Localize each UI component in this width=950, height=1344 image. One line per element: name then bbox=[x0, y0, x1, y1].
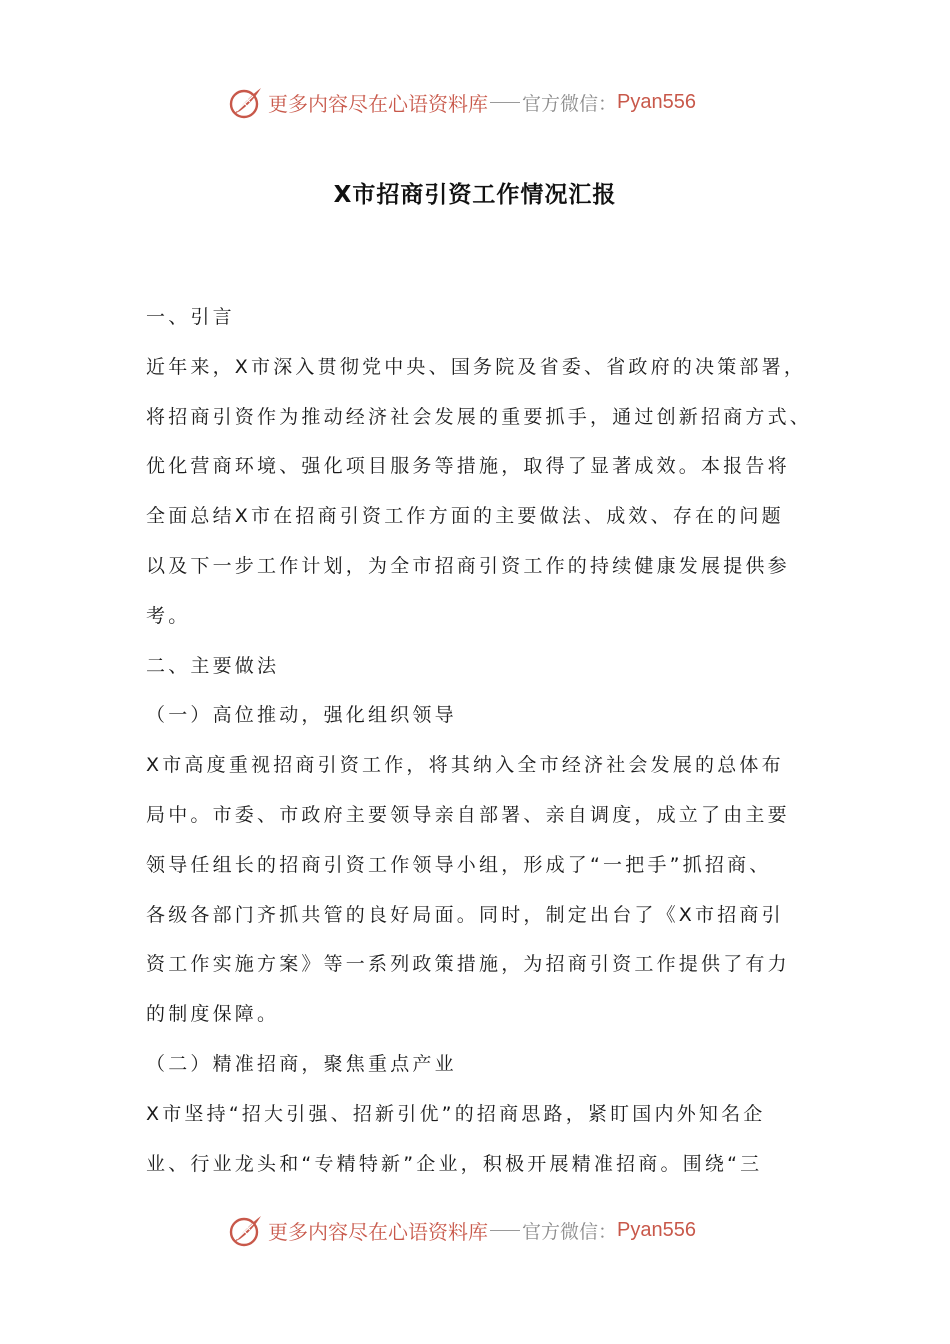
promo-text: 更多内容尽在心语资料库 bbox=[268, 91, 488, 116]
wechat-id: Pyan556 bbox=[617, 1218, 696, 1241]
body-line: 近年来，X市深入贯彻党中央、国务院及省委、省政府的决策部署， bbox=[146, 355, 807, 378]
body-line: 优化营商环境、强化项目服务等措施，取得了显著成效。本报告将 bbox=[146, 455, 790, 478]
quill-logo-icon bbox=[228, 84, 264, 120]
body-line: X市坚持“招大引强、招新引优”的招商思路，紧盯国内外知名企 bbox=[146, 1102, 766, 1125]
header-banner bbox=[228, 82, 696, 122]
document-body bbox=[146, 293, 818, 1189]
body-line: 将招商引资作为推动经济社会发展的重要抓手，通过创新招商方式、 bbox=[146, 405, 813, 428]
quill-logo-icon bbox=[228, 1212, 264, 1248]
body-line: 资工作实施方案》等一系列政策措施，为招商引资工作提供了有力 bbox=[146, 953, 790, 976]
document-title: X市招商引资工作情况汇报 bbox=[333, 182, 617, 208]
body-line: 全面总结X市在招商引资工作方面的主要做法、成效、存在的问题 bbox=[146, 505, 784, 528]
subsection-heading: （一）高位推动，强化组织领导 bbox=[146, 704, 457, 727]
body-line: 考。 bbox=[146, 604, 191, 627]
section-heading: 二、主要做法 bbox=[146, 654, 280, 677]
banner-divider bbox=[490, 102, 520, 103]
footer-banner bbox=[228, 1210, 696, 1250]
contact-label: 官方微信： bbox=[522, 1220, 618, 1243]
body-line: 的制度保障。 bbox=[146, 1003, 280, 1026]
promo-text: 更多内容尽在心语资料库 bbox=[268, 1219, 488, 1244]
banner-divider bbox=[490, 1230, 520, 1231]
contact-label: 官方微信： bbox=[522, 92, 618, 115]
subsection-heading: （二）精准招商，聚焦重点产业 bbox=[146, 1052, 457, 1075]
body-line: 以及下一步工作计划，为全市招商引资工作的持续健康发展提供参 bbox=[146, 554, 790, 577]
body-line: 局中。市委、市政府主要领导亲自部署、亲自调度，成立了由主要 bbox=[146, 803, 790, 826]
body-line: X市高度重视招商引资工作，将其纳入全市经济社会发展的总体布 bbox=[146, 754, 784, 777]
section-heading: 一、引言 bbox=[146, 306, 235, 328]
body-line: 各级各部门齐抓共管的良好局面。同时，制定出台了《X市招商引 bbox=[146, 903, 784, 926]
body-line: 领导任组长的招商引资工作领导小组，形成了“一把手”抓招商、 bbox=[146, 853, 772, 876]
wechat-id: Pyan556 bbox=[617, 90, 696, 113]
body-line: 业、行业龙头和“专精特新”企业，积极开展精准招商。围绕“三 bbox=[146, 1152, 763, 1175]
